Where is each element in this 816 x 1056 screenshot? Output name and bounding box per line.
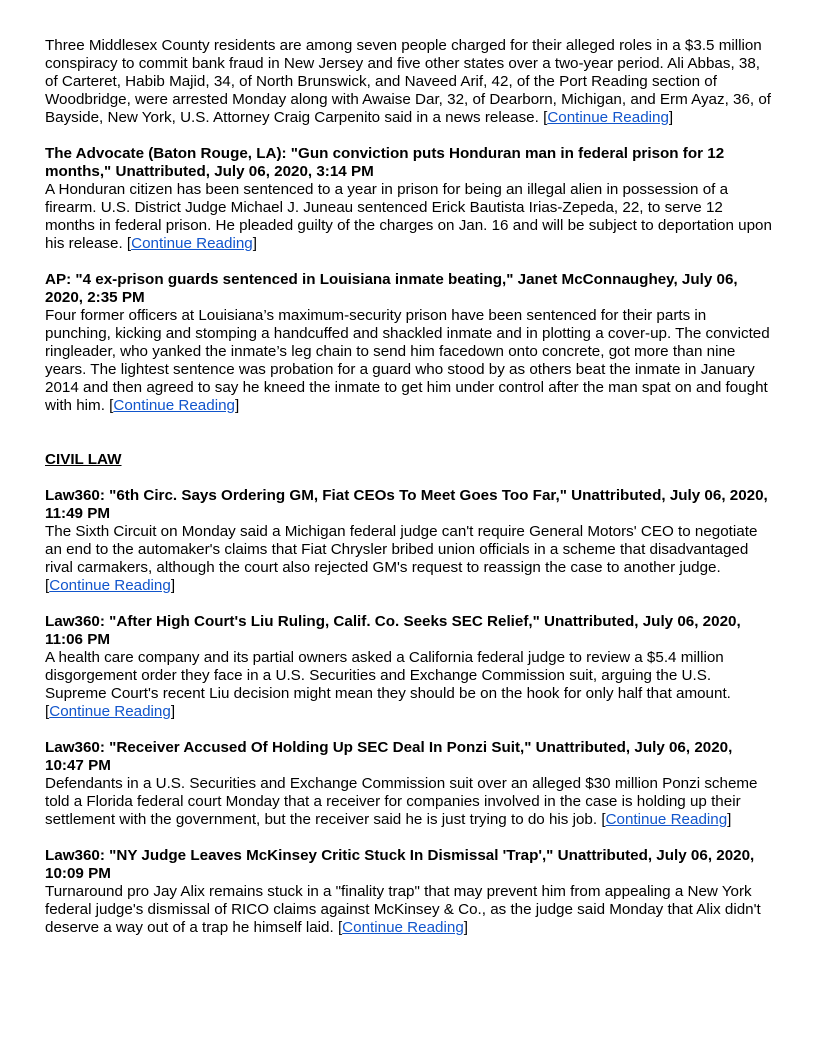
article-headline: Law360: "After High Court's Liu Ruling, Calif. Co. Seeks SEC Relief," Unattributed, July 06, 2020, 11:06 PM bbox=[45, 613, 741, 648]
continue-reading-link[interactable]: Continue Reading bbox=[342, 919, 464, 936]
article-body: Three Middlesex County residents are among seven people charged for their alleged roles in a $3.5 million conspiracy to commit bank fraud in New Jersey and five other states over a two-year period. Ali Abbas, 38, of Carteret, Habib Majid, 34, of North Brunswick, and Naveed Arif, 42, of the Port Reading section of Woodbridge, were arrested Monday along with Awaise Dar, 32, of Dearborn, Michigan, and Erm Ayaz, 36, of Bayside, New York, U.S. Attorney Craig Carpenito said in a news release. [Continue Reading] bbox=[45, 37, 772, 126]
continue-reading-link[interactable]: Continue Reading bbox=[605, 811, 728, 828]
article-body: A Honduran citizen has been sentenced to a year in prison for being an illegal alien in possession of a firearm. U.S. District Judge Michael J. Juneau sentenced Erick Bautista Irias-Zepeda, 22, to serve 12 months in federal prison. He pleaded guilty of the charges on Jan. 16 and will be subject to deportation upon his release. [Continue Reading] bbox=[45, 181, 772, 252]
article-ap-prison-guards bbox=[45, 271, 775, 415]
article-headline: Law360: "Receiver Accused Of Holding Up SEC Deal In Ponzi Suit," Unattributed, July 06, 2020, 10:47 PM bbox=[45, 739, 733, 774]
article-intro bbox=[45, 37, 775, 127]
continue-reading-link[interactable]: Continue Reading bbox=[547, 109, 669, 126]
section-heading-civil-law: CIVIL LAW bbox=[45, 451, 122, 468]
article-body: Turnaround pro Jay Alix remains stuck in a "finality trap" that may prevent him from appealing a New York federal judge's dismissal of RICO claims against McKinsey & Co., as the judge said Monday that Alix didn't deserve a way out of a trap he himself laid. [Continue Reading] bbox=[45, 883, 761, 936]
article-law360-gm-fiat bbox=[45, 487, 775, 595]
article-headline: Law360: "NY Judge Leaves McKinsey Critic Stuck In Dismissal 'Trap'," Unattributed, July 06, 2020, 10:09 PM bbox=[45, 847, 755, 882]
continue-reading-link[interactable]: Continue Reading bbox=[113, 397, 235, 414]
article-body: The Sixth Circuit on Monday said a Michigan federal judge can't require General Motors' CEO to negotiate an end to the automaker's claims that Fiat Chrysler bribed union officials in a scheme that disadvantaged rival carmakers, although the court also rejected GM's request to reassign the case to another judge. [Continue Reading] bbox=[45, 523, 758, 594]
article-headline: Law360: "6th Circ. Says Ordering GM, Fiat CEOs To Meet Goes Too Far," Unattributed, July 06, 2020, 11:49 PM bbox=[45, 487, 768, 522]
article-law360-liu-ruling bbox=[45, 613, 775, 721]
article-law360-receiver-ponzi bbox=[45, 739, 775, 829]
article-headline: The Advocate (Baton Rouge, LA): "Gun conviction puts Honduran man in federal prison for 12 months," Unattributed, July 06, 2020, 3:14 PM bbox=[45, 145, 725, 180]
article-law360-mckinsey bbox=[45, 847, 775, 937]
article-headline: AP: "4 ex-prison guards sentenced in Louisiana inmate beating," Janet McConnaughey, July 06, 2020, 2:35 PM bbox=[45, 271, 738, 306]
document-page bbox=[45, 37, 775, 955]
article-body: A health care company and its partial owners asked a California federal judge to review a $5.4 million disgorgement order they face in a U.S. Securities and Exchange Commission suit, arguing the U.S. Supreme Court's recent Liu decision might mean they should be on the hook for only half that amount. [Continue Reading] bbox=[45, 649, 731, 720]
continue-reading-link[interactable]: Continue Reading bbox=[49, 703, 171, 720]
article-body: Four former officers at Louisiana’s maximum-security prison have been sentenced for their parts in punching, kicking and stomping a handcuffed and shackled inmate and in plotting a cover-up. The convicted ringleader, who yanked the inmate’s leg chain to send him facedown onto concrete, got more than nine years. The lightest sentence was probation for a guard who stood by as others beat the inmate in January 2014 and then agreed to say he kneed the inmate to get him under control after the man spat on and fought with him. [Continue Reading] bbox=[45, 307, 770, 414]
article-advocate-gun-conviction bbox=[45, 145, 775, 253]
continue-reading-link[interactable]: Continue Reading bbox=[131, 235, 253, 252]
article-body: Defendants in a U.S. Securities and Exchange Commission suit over an alleged $30 million Ponzi scheme told a Florida federal court Monday that a receiver for companies involved in the case is holding up their settlement with the government, but the receiver said he is just trying to do his job. [Continue Reading] bbox=[45, 775, 758, 828]
continue-reading-link[interactable]: Continue Reading bbox=[49, 577, 171, 594]
